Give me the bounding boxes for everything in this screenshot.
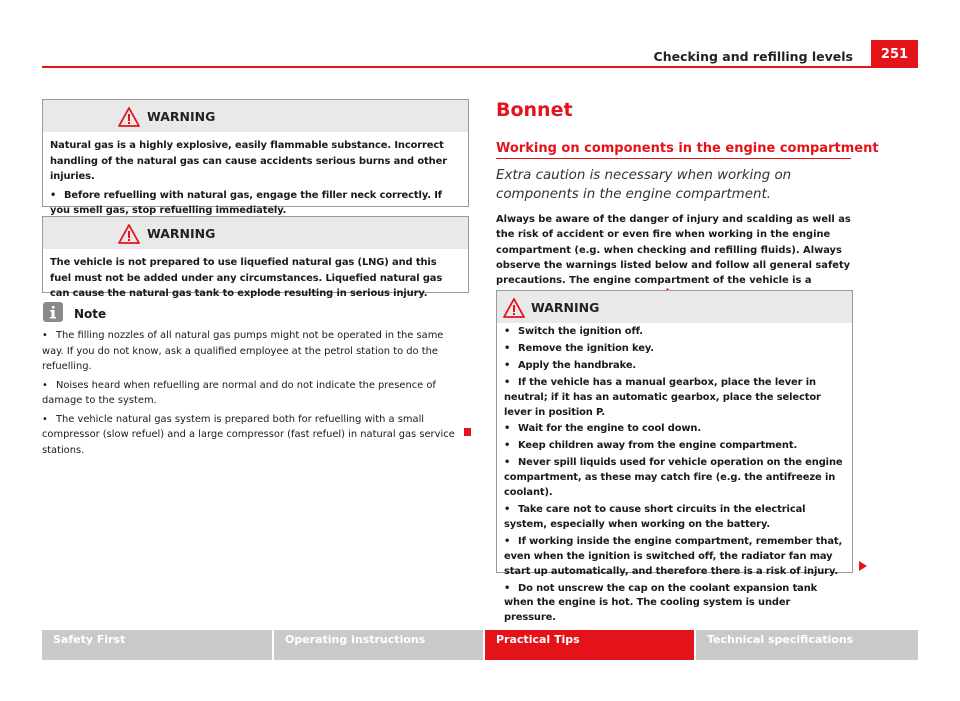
warning-text: Natural gas is a highly explosive, easily flammable substance. Incorrect handling of the natural gas can cause accidents serious burns and other injuries. [50,140,447,182]
footer-nav [42,630,918,660]
warning-item: • Remove the ignition key. [504,342,654,354]
end-of-section-marker [464,428,471,436]
warning-item: • If the vehicle has a manual gearbox, place the lever in neutral; if it has an automatic gearbox, place the selector lever in position P. [504,376,821,418]
warning-header [497,291,852,323]
warning-item: • Never spill liquids used for vehicle operation on the engine compartment, as these may catch fire (e.g. the antifreeze in coolant). [504,457,843,499]
tab-safety-first[interactable]: Safety First [42,630,272,660]
warning-item: • If working inside the engine compartment, remember that, even when the ignition is switched off, the radiator fan may start up automatically, and therefore there is a risk of injury. [504,535,843,577]
warning-item: • Apply the handbrake. [504,359,637,371]
note-item: • The filling nozzles of all natural gas pumps might not be operated in the same way. If you do not know, ask a qualified employee at the petrol station to do the refuelling. [42,330,444,372]
warning-header [43,100,468,132]
note-item: • Noises heard when refuelling are normal and do not indicate the presence of damage to the system. [42,379,436,406]
body-text: Always be aware of the danger of injury and scalding as well as the risk of accident or even fire when working in the engine compartment (e.g. when checking and refilling fluids). Always observe the warnings listed below and follow all general safety precautions. The engine compartment of the vehicle is a [496,212,856,304]
page-number: 251 [871,40,918,68]
note-info-icon [42,301,64,323]
note-label: Note [74,307,107,321]
warning-triangle-icon [503,298,525,318]
warning-label: WARNING [531,300,600,315]
note-section [42,303,468,458]
section-title: Checking and refilling levels [653,49,853,64]
subheading-rule [496,158,851,159]
warning-box-gas [42,99,469,216]
tab-practical-tips[interactable]: Practical Tips [485,630,694,660]
warning-item: • Wait for the engine to cool down. [504,423,702,435]
warning-label: WARNING [147,226,216,241]
continue-arrow-icon [859,561,867,571]
note-item: • The vehicle natural gas system is prepared both for refuelling with a small compressor (slow refuel) and a large compressor (fast refuel) in natural gas service stations. [42,413,455,456]
warning-text: The vehicle is not prepared to use liquefied natural gas (LNG) and this fuel must not be added under any circumstances. Liquefied natural gas can cause the natural gas tank to explode resulting in serious injury. [50,257,443,299]
warning-box-engine [496,290,853,624]
section-heading: Bonnet [496,99,573,121]
warning-triangle-icon [118,224,140,244]
warning-bullet: • Before refuelling with natural gas, engage the filler neck correctly. If you smell gas, stop refuelling immediately. [50,189,443,216]
intro-text: Extra caution is necessary when working on components in the engine compartment. [496,168,792,202]
warning-box-lng [42,216,469,299]
header-rule [42,66,918,68]
tab-technical-specifications[interactable]: Technical specifications [696,630,918,660]
tab-operating-instructions[interactable]: Operating instructions [274,630,483,660]
warning-label: WARNING [147,109,216,124]
warning-item: • Switch the ignition off. [504,326,643,337]
subsection-heading: Working on components in the engine compartment [496,141,879,156]
warning-header [43,217,468,249]
warning-item: • Take care not to cause short circuits in the electrical system, especially when working on the battery. [504,503,806,530]
warning-item: • Do not unscrew the cap on the coolant expansion tank when the engine is hot. The cooling system is under pressure. [504,582,818,624]
warning-triangle-icon [118,107,140,127]
warning-item: • Keep children away from the engine compartment. [504,440,798,452]
